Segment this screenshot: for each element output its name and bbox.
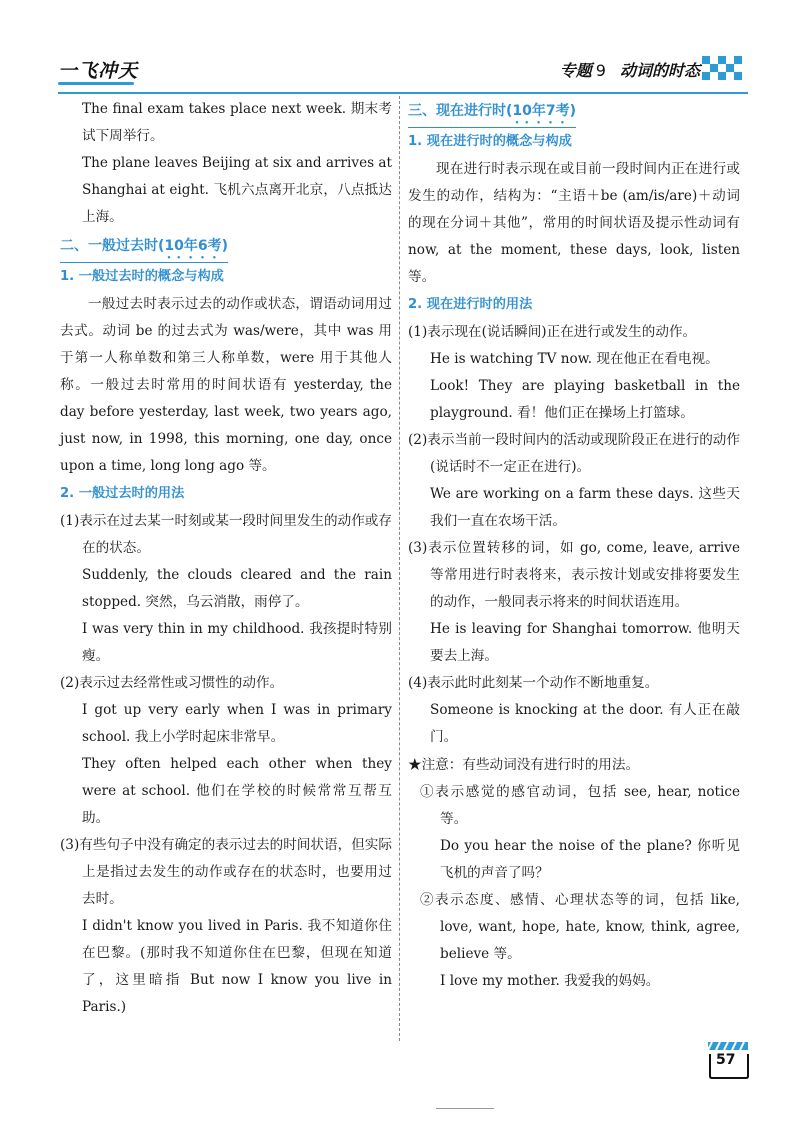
page-number: 57 — [716, 1052, 736, 1068]
exam-frequency-badge: (10年7考) — [506, 103, 577, 119]
topic-number: 9 — [595, 61, 606, 80]
section-title: 二、一般过去时 — [60, 238, 158, 254]
usage-item: (2)表示当前一段时间内的活动或现阶段正在进行的动作(说话时不一定正在进行)。 — [408, 432, 740, 475]
note-item: ②表示态度、感情、心理状态等的词，包括 like, love, want, hope, hate, know, think, agree, believe 等。 — [420, 892, 740, 962]
usage-item: (3)有些句子中没有确定的表示过去的时间状语，但实际上是指过去发生的动作或存在的状态时，也要用过去时。 — [60, 837, 392, 907]
brand-underline — [58, 82, 134, 85]
subsection-heading: 2. 一般过去时的用法 — [60, 486, 185, 501]
example-sentence: Suddenly, the clouds cleared and the rain stopped. 突然，乌云消散，雨停了。 — [82, 567, 392, 610]
example-sentence: Do you hear the noise of the plane? 你听见飞机的声音了吗？ — [440, 838, 740, 881]
usage-item: (2)表示过去经常性或习惯性的动作。 — [60, 675, 284, 691]
section-heading-past-simple — [60, 231, 392, 263]
example-sentence: I didn't know you lived in Paris. 我不知道你住在巴黎。(那时我不知道你住在巴黎，但现在知道了，这里暗指 But now I know you live in Paris.) — [82, 918, 392, 1015]
concept-paragraph: 一般过去时表示过去的动作或状态，谓语动词用过去式。动词 be 的过去式为 was/were，其中 was 用于第一人称单数和第三人称单数，were 用于其他人称。一般过去时常用的时间状语有 yesterday, the day before yesterday, last week, two years ago, just now, in 1998, this morning, one day, once upon a time, long long ago 等。 — [60, 296, 392, 474]
subsection-heading: 2. 现在进行时的用法 — [408, 297, 533, 312]
usage-item: (1)表示现在(说话瞬间)正在进行或发生的动作。 — [408, 324, 697, 340]
example-sentence: We are working on a farm these days. 这些天我们一直在农场干活。 — [430, 486, 740, 529]
section-heading-present-continuous — [408, 96, 740, 128]
topic-name: 动词的时态 — [619, 61, 700, 80]
exam-frequency-badge: (10年6考) — [158, 238, 229, 254]
topic-title-bar — [560, 58, 700, 81]
concept-paragraph: 现在进行时表示现在或目前一段时间内正在进行或发生的动作，结构为：“主语＋be (am/is/are)＋动词的现在分词＋其他”，常用的时间状语及提示性动词有 now, at the moment, these days, look, listen 等。 — [408, 161, 740, 285]
example-sentence: Look! They are playing basketball in the playground. 看！他们正在操场上打篮球。 — [430, 378, 740, 421]
column-divider — [399, 96, 400, 1041]
topic-label: 专题 — [559, 61, 592, 80]
page-header — [0, 0, 800, 100]
section-title: 三、现在进行时 — [408, 103, 506, 119]
note-heading: ★注意：有些动词没有进行时的用法。 — [408, 757, 640, 773]
example-sentence: I love my mother. 我爱我的妈妈。 — [440, 973, 660, 989]
example-sentence: I got up very early when I was in primary school. 我上小学时起床非常早。 — [82, 702, 392, 745]
usage-item: (1)表示在过去某一时刻或某一段时间里发生的动作或存在的状态。 — [60, 513, 392, 556]
note-item: ①表示感觉的感官动词，包括 see, hear, notice 等。 — [420, 784, 740, 827]
brand-title: 一飞冲天 — [58, 60, 139, 82]
usage-item: (4)表示此时此刻某一个动作不断地重复。 — [408, 675, 659, 691]
example-sentence: He is watching TV now. 现在他正在看电视。 — [430, 351, 719, 367]
left-column — [60, 96, 392, 1021]
example-sentence: The plane leaves Beijing at six and arrives at Shanghai at eight. 飞机六点离开北京，八点抵达上海。 — [82, 155, 392, 225]
example-sentence: I was very thin in my childhood. 我孩提时特别瘦。 — [82, 621, 392, 664]
bottom-mark — [436, 1108, 494, 1109]
example-sentence: Someone is knocking at the door. 有人正在敲门。 — [430, 702, 740, 745]
example-sentence: The final exam takes place next week. 期末考试下周举行。 — [82, 101, 392, 144]
checker-decoration-icon — [702, 56, 742, 84]
header-rule — [58, 92, 748, 94]
subsection-heading: 1. 一般过去时的概念与构成 — [60, 269, 224, 284]
page-number-badge — [704, 1036, 754, 1084]
note-body — [408, 779, 740, 995]
example-sentence: They often helped each other when they were at school. 他们在学校的时候常常互帮互助。 — [82, 756, 392, 826]
right-column — [408, 96, 740, 995]
example-sentence: He is leaving for Shanghai tomorrow. 他明天要去上海。 — [430, 621, 740, 664]
subsection-heading: 1. 现在进行时的概念与构成 — [408, 134, 572, 149]
usage-item: (3)表示位置转移的词，如 go, come, leave, arrive 等常用进行时表将来，表示按计划或安排将要发生的动作，一般同表示将来的时间状语连用。 — [408, 540, 740, 610]
